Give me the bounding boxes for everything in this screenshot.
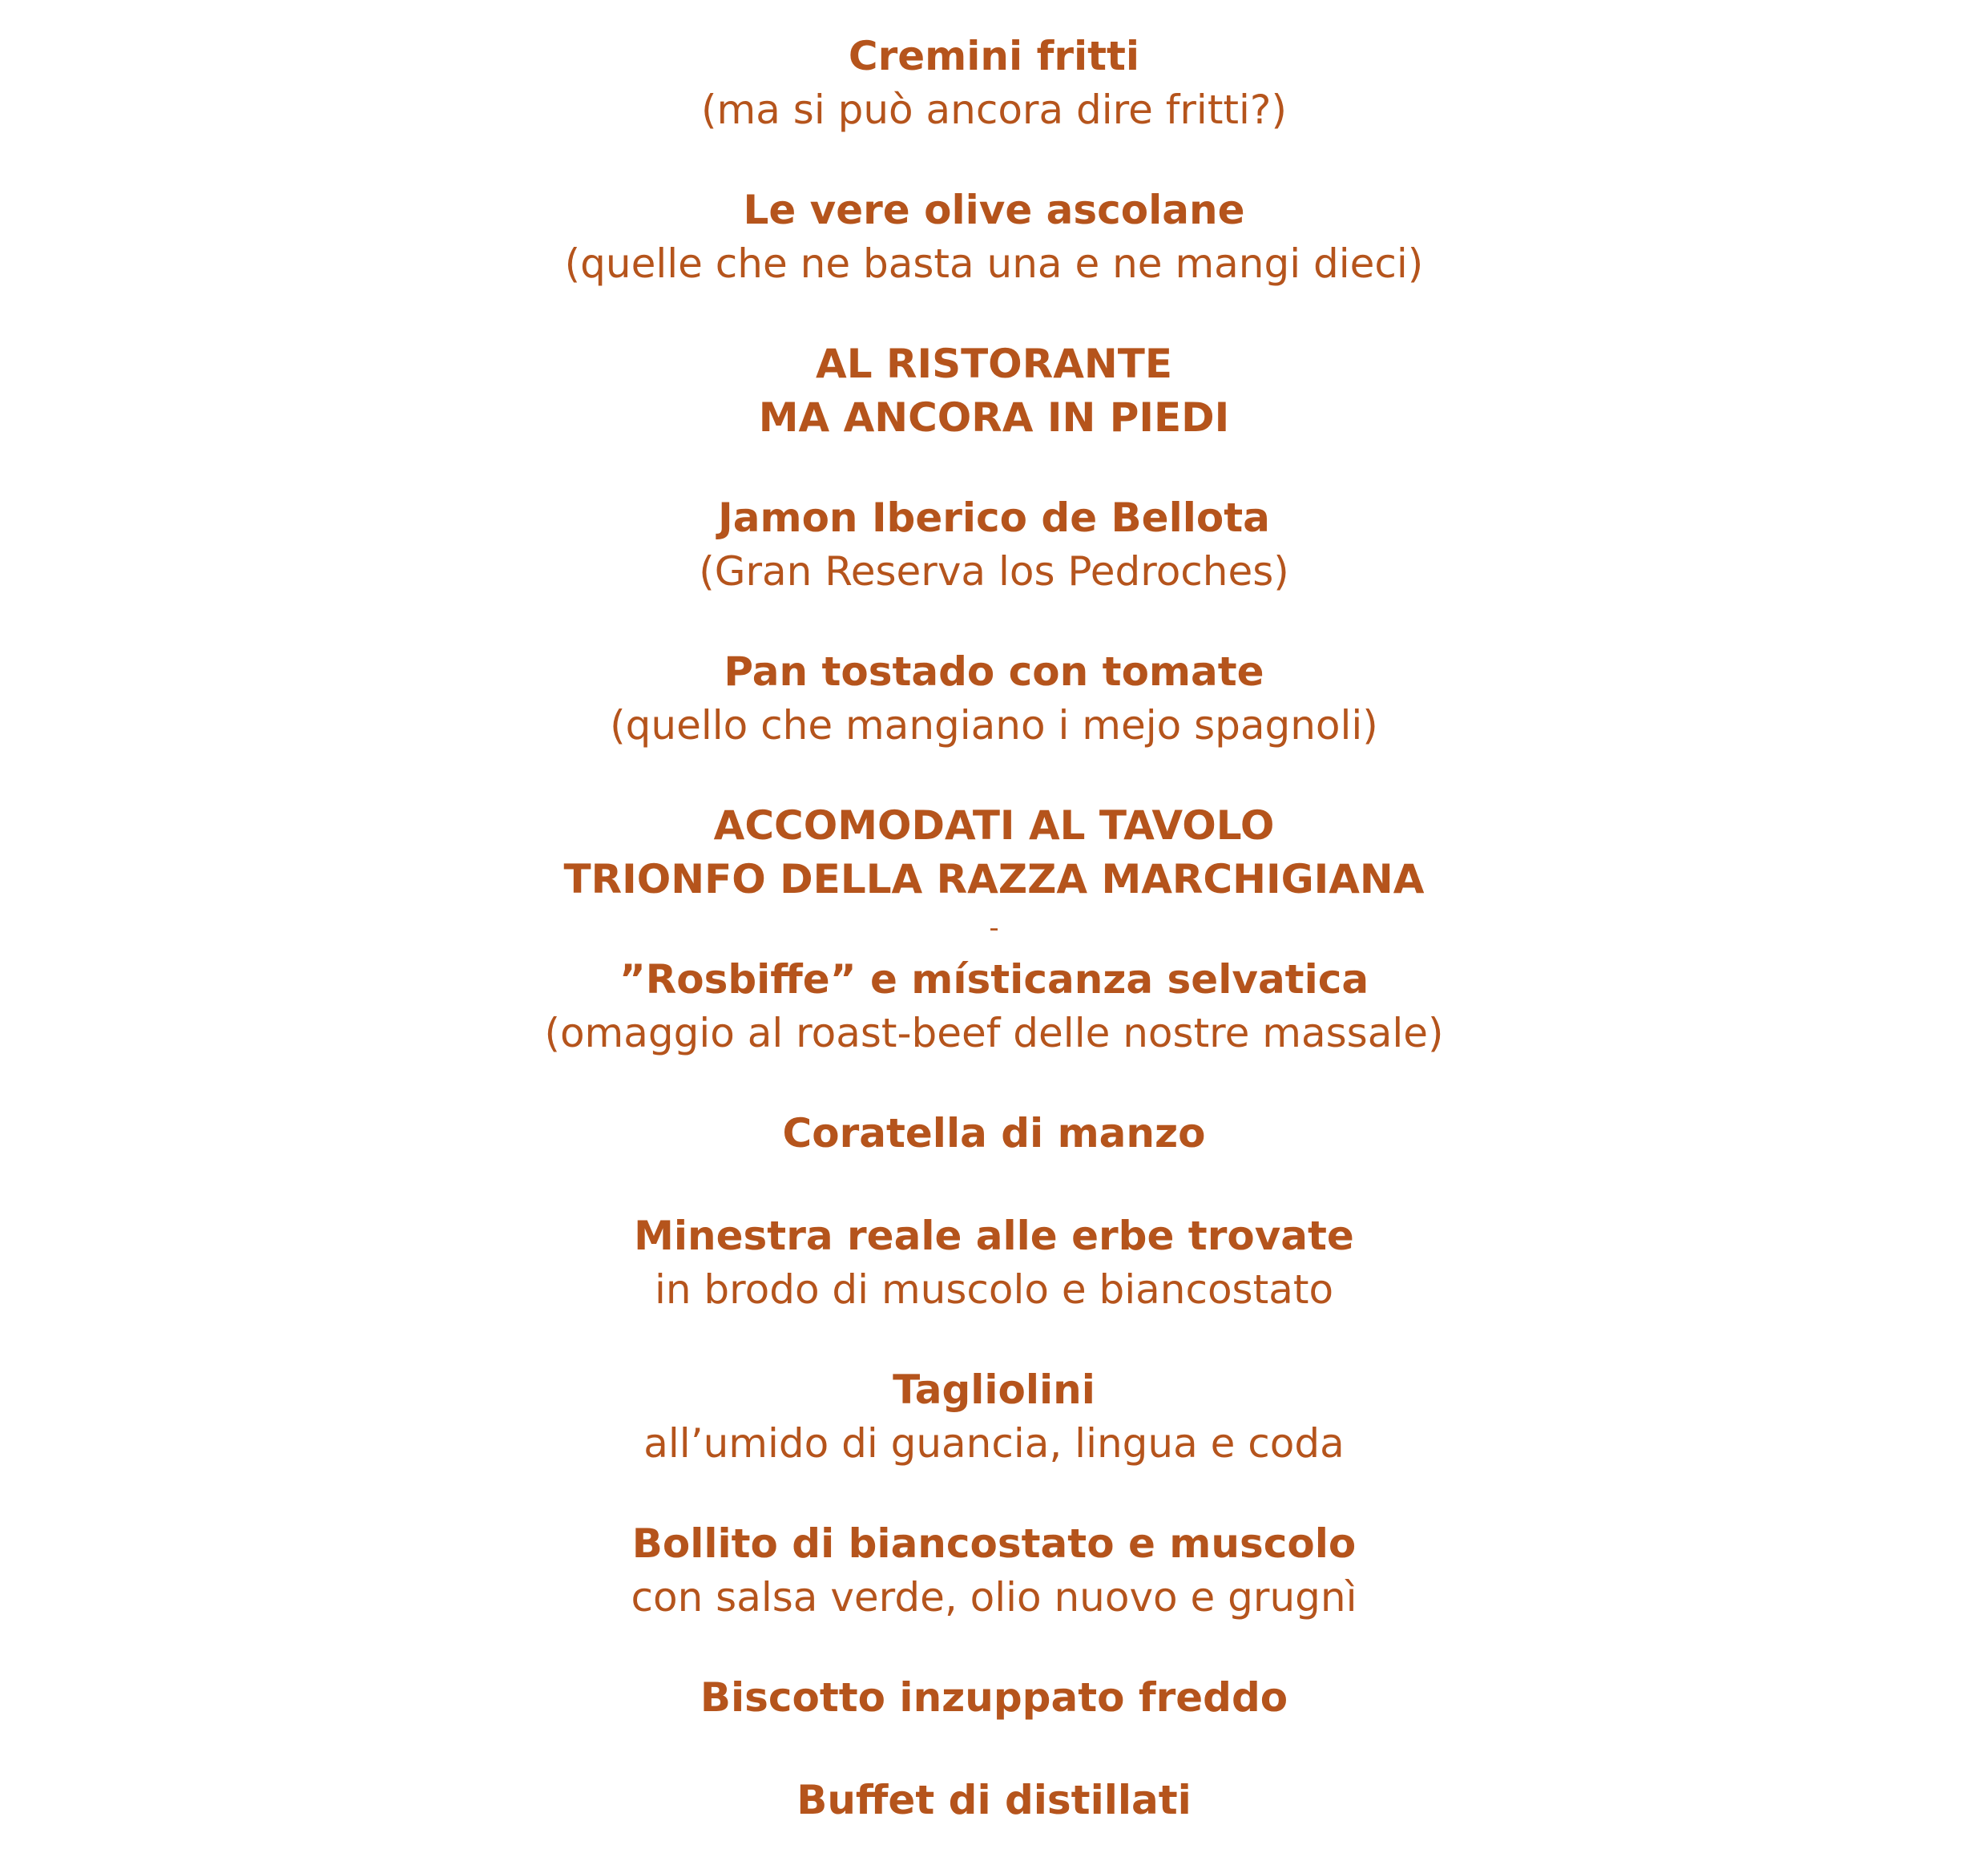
dish-title: Coratella di manzo <box>782 1110 1206 1157</box>
dish-title: Minestra reale alle erbe trovate <box>634 1213 1354 1259</box>
dish-title: Cremini fritti <box>848 33 1140 79</box>
dish-title: Buffet di distillati <box>796 1777 1192 1823</box>
dish-title: Bollito di biancostato e muscolo <box>631 1520 1357 1567</box>
dish-note: (quelle che ne basta una e ne mangi dieci) <box>564 240 1424 287</box>
section-heading: TRIONFO DELLA RAZZA MARCHIGIANA <box>563 856 1425 902</box>
dish-note: (ma si può ancora dire fritti?) <box>701 87 1287 133</box>
separator-dash: - <box>989 912 999 944</box>
dish-title: Biscotto inzuppato freddo <box>700 1674 1288 1721</box>
dish-note: (quello che mangiano i mejo spagnoli) <box>610 702 1378 749</box>
dish-note: all’umido di guancia, lingua e coda <box>643 1420 1345 1467</box>
dish-title: Tagliolini <box>893 1367 1095 1413</box>
dish-title: ”Rosbiffe” e místicanza selvatica <box>619 956 1369 1003</box>
dish-note: (omaggio al roast-beef delle nostre massale) <box>544 1010 1444 1056</box>
dish-note: in brodo di muscolo e biancostato <box>654 1266 1334 1313</box>
dish-title: Le vere olive ascolane <box>743 187 1245 233</box>
section-heading: AL RISTORANTE <box>816 341 1172 387</box>
section-heading: MA ANCORA IN PIEDI <box>758 394 1230 441</box>
dish-note: (Gran Reserva los Pedroches) <box>699 548 1289 595</box>
dish-title: Pan tostado con tomate <box>724 648 1264 695</box>
dish-note: con salsa verde, olio nuovo e grugnì <box>631 1574 1357 1621</box>
section-heading: ACCOMODATI AL TAVOLO <box>713 802 1275 849</box>
dish-title: Jamon Iberico de Bellota <box>718 495 1270 541</box>
